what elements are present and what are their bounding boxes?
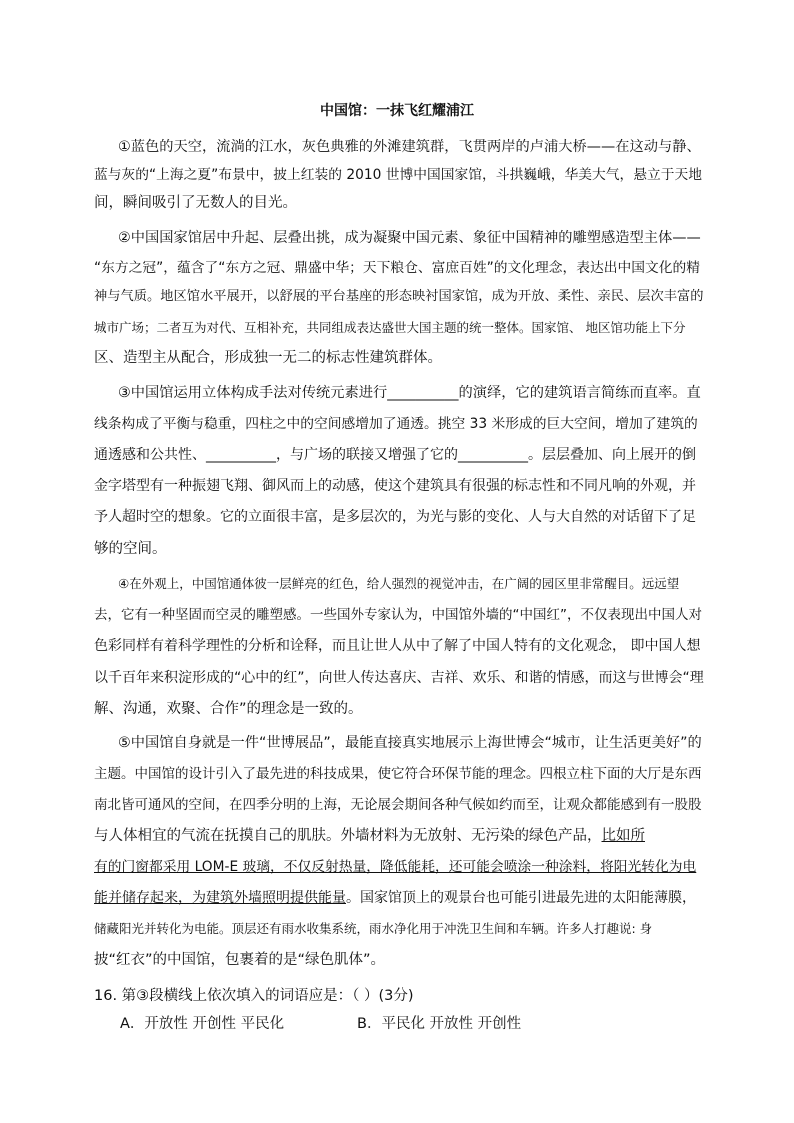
article-line: 蓝与灰的“上海之夏”布景中，披上红装的 2010 世博中国国家馆，斗拱巍峨，华美大气，悬立于天地: [94, 167, 702, 183]
article-line: 线条构成了平衡与稳重，四柱之中的空间感增加了通透。挑空 33 米形成的巨大空间，增加了建筑的: [94, 416, 698, 432]
article-line: ⑤中国馆自身就是一件“世博展品”，最能直接真实地展示上海世博会“城市，让生活更美好”的: [118, 735, 702, 751]
article-line: 金字塔型有一种振翅飞翔、御风而上的动感，使这个建筑具有很强的标志性和不同凡响的外观，并: [94, 478, 696, 494]
article-line: ①蓝色的天空，流淌的江水，灰色典雅的外滩建筑群，飞贯两岸的卢浦大桥——在这动与静、: [118, 139, 701, 155]
article-line: 通透感和公共性、__________，与广场的联接又增强了它的__________。层层叠加、向上展开的倒: [94, 447, 696, 463]
article-line: 色彩同样有着科学理性的分析和诠释，而且让世人从中了解了中国人特有的文化观念， 即中国人想: [94, 638, 701, 654]
article-line: 神与气质。地区馆水平展开，以舒展的平台基座的形态映衬国家馆，成为开放、柔性、亲民、层次丰富的: [94, 289, 704, 304]
article-line: 披“红衣”的中国馆，包裹着的是“绿色肌体”。: [94, 952, 386, 968]
article-line: 南北皆可通风的空间，在四季分明的上海，无论展会期间各种气候如约而至，让观众都能感到有一股股: [94, 797, 702, 813]
article-line: ④在外观上，中国馆通体彼一层鲜亮的红色，给人强烈的视觉冲击，在广阔的园区里非常醒目。远远望: [118, 576, 680, 591]
article-line: 以千百年来积淀形成的“心中的红”，向世人传达喜庆、吉祥、欢乐、和谐的情感，而这与世博会“理: [94, 670, 704, 686]
article-line: 解、沟通，欢聚、合作”的理念是一致的。: [94, 701, 363, 717]
article-line: 有的门窗都采用 LOM-E 玻璃，不仅反射热量，降低能耗，还可能会喷涂一种涂料，将阳光转化为电: [94, 859, 697, 875]
article-line: 储藏阳光并转化为电能。顶层还有雨水收集系统，雨水净化用于冲洗卫生间和车辆。许多人打趣说: 身: [94, 921, 653, 936]
article-line: 能并储存起来，为建筑外墙照明提供能量。国家馆顶上的观景台也可能引进最先进的太阳能薄膜，: [94, 890, 696, 906]
article-line: ③中国馆运用立体构成手法对传统元素进行__________的演绎，它的建筑语言简练而直率。直: [118, 385, 701, 401]
article-line: 予人超时空的想象。它的立面很丰富，是多层次的，为光与影的变化、人与大自然的对话留下了足: [94, 509, 696, 525]
article-line: 去，它有一种坚固而空灵的雕塑感。一些国外专家认为，中国馆外墙的“中国红”，不仅表现出中国人对: [94, 607, 702, 623]
article-line: 城市广场；二者互为对代、互相补充，共同组成表达盛世大国主题的统一整体。国家馆、 地区馆功能上下分: [94, 320, 686, 335]
article-line: 区、造型主从配合，形成独一无二的标志性建筑群体。: [94, 350, 442, 366]
article-line: 主题。中国馆的设计引入了最先进的科技成果，使它符合环保节能的理念。四根立柱下面的大厅是东西: [94, 766, 702, 782]
article-line: 够的空间。: [94, 541, 167, 557]
option-b: B．平民化 开放性 开创性: [357, 1016, 522, 1032]
article-title: 中国馆：一抹飞红耀浦江: [320, 103, 474, 119]
article-line: 间，瞬间吸引了无数人的目光。: [94, 195, 297, 211]
article-line: 与人体相宜的气流在抚摸自己的肌肤。外墙材料为无放射、无污染的绿色产品，比如所: [94, 828, 645, 844]
article-line: ②中国国家馆居中升起、层叠出挑，成为凝聚中国元素、象征中国精神的雕塑感造型主体——: [118, 230, 701, 246]
article-line: “东方之冠”，蕴含了“东方之冠、鼎盛中华；天下粮仓、富庶百姓”的文化理念，表达出中国文化的精: [94, 260, 700, 276]
question-stem: 16. 第③段横线上依次填入的词语应是：（ ）(3分): [94, 988, 414, 1004]
option-a: A．开放性 开创性 平民化: [120, 1016, 285, 1032]
